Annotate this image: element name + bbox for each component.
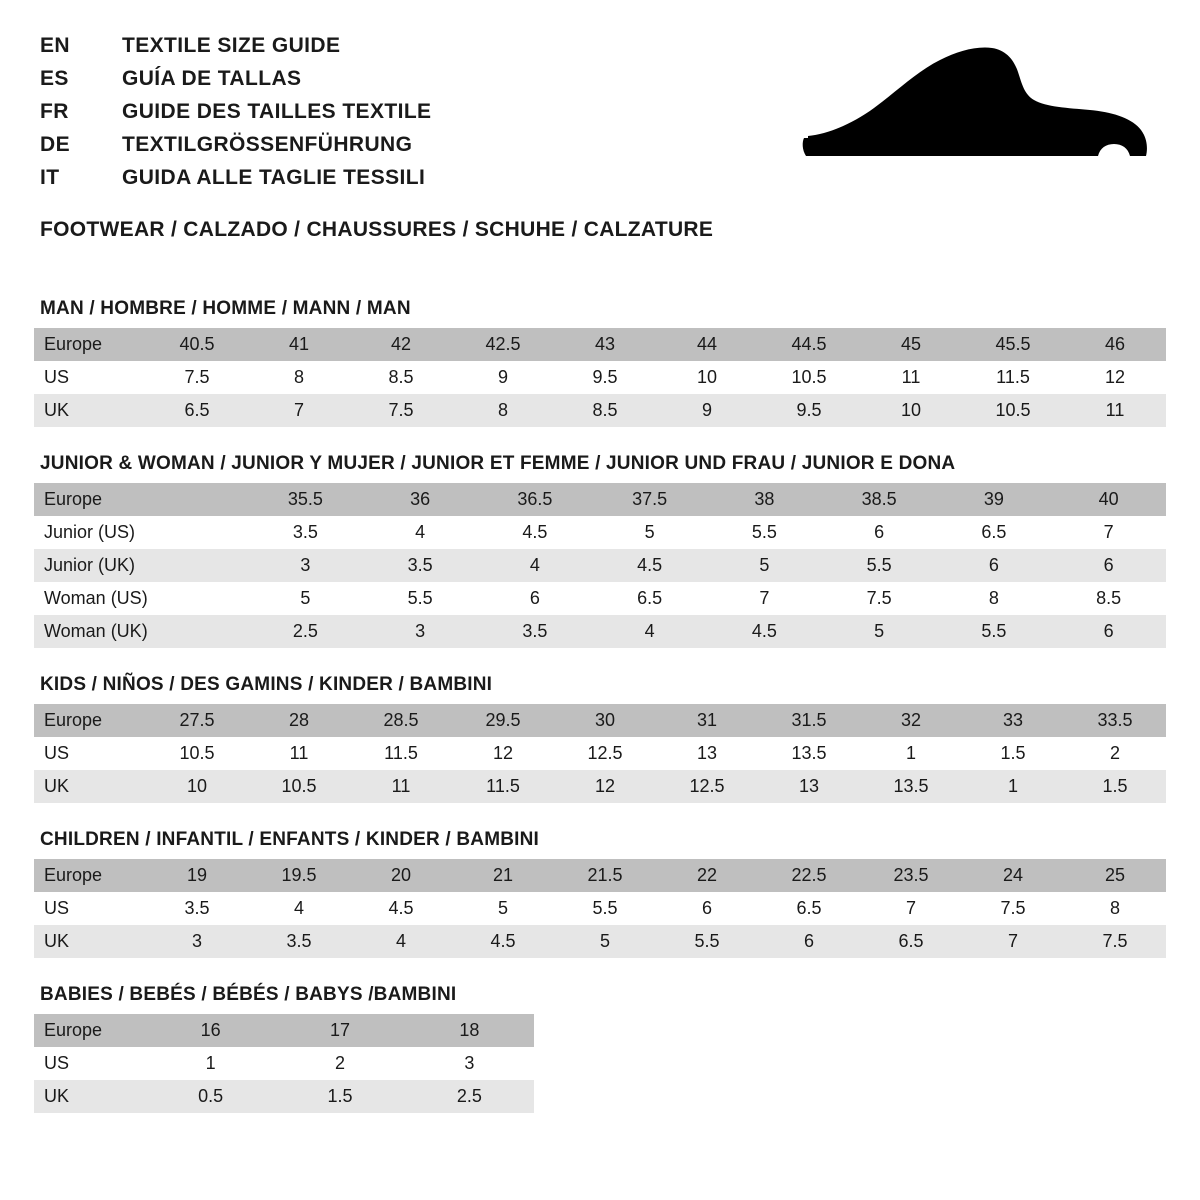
cell: 4.5 xyxy=(478,516,593,549)
cell: 11 xyxy=(350,770,452,803)
cell: 44.5 xyxy=(758,328,860,361)
cell: 10.5 xyxy=(758,361,860,394)
cell: 5.5 xyxy=(822,549,937,582)
cell: 11 xyxy=(860,361,962,394)
cell: 7 xyxy=(248,394,350,427)
cell: 13.5 xyxy=(860,770,962,803)
cell: 4 xyxy=(478,549,593,582)
cell: 22 xyxy=(656,859,758,892)
cell: 8 xyxy=(248,361,350,394)
cell: 45 xyxy=(860,328,962,361)
cell: 4.5 xyxy=(707,615,822,648)
cell: 5 xyxy=(707,549,822,582)
category-line: FOOTWEAR / CALZADO / CHAUSSURES / SCHUHE / CALZATURE xyxy=(40,218,714,242)
size-table-junior-woman xyxy=(34,483,1166,648)
cell: 28.5 xyxy=(350,704,452,737)
cell: 4.5 xyxy=(350,892,452,925)
language-code: IT xyxy=(40,165,60,189)
size-table-body xyxy=(34,1014,534,1113)
language-title: GUÍA DE TALLAS xyxy=(122,66,302,90)
cell: 8.5 xyxy=(554,394,656,427)
cell: 19.5 xyxy=(248,859,350,892)
table-row xyxy=(34,704,1166,737)
cell: 18 xyxy=(405,1014,534,1047)
cell: 46 xyxy=(1064,328,1166,361)
language-title: GUIDA ALLE TAGLIE TESSILI xyxy=(122,165,426,189)
cell: 7.5 xyxy=(822,582,937,615)
row-label: Junior (UK) xyxy=(34,549,146,582)
cell: 5.5 xyxy=(707,516,822,549)
cell: 28 xyxy=(248,704,350,737)
row-label: Woman (US) xyxy=(34,582,146,615)
cell: 5.5 xyxy=(937,615,1052,648)
cell xyxy=(146,615,248,648)
row-label: Europe xyxy=(34,859,146,892)
cell: 6 xyxy=(656,892,758,925)
cell: 12.5 xyxy=(554,737,656,770)
language-row xyxy=(40,96,431,129)
cell: 5 xyxy=(592,516,707,549)
cell: 12 xyxy=(554,770,656,803)
section-junior-woman xyxy=(34,453,1166,648)
cell: 6 xyxy=(1051,549,1166,582)
size-tables xyxy=(0,298,1200,1113)
cell xyxy=(146,516,248,549)
row-label: Europe xyxy=(34,1014,146,1047)
cell: 7.5 xyxy=(350,394,452,427)
cell xyxy=(146,582,248,615)
cell: 6.5 xyxy=(937,516,1052,549)
table-row xyxy=(34,925,1166,958)
language-code: EN xyxy=(40,34,70,57)
cell: 10 xyxy=(860,394,962,427)
cell: 27.5 xyxy=(146,704,248,737)
size-table-body xyxy=(34,859,1166,958)
row-label: Junior (US) xyxy=(34,516,146,549)
cell: 7 xyxy=(860,892,962,925)
cell: 3 xyxy=(405,1047,534,1080)
section-title: JUNIOR & WOMAN / JUNIOR Y MUJER / JUNIOR ET FEMME / JUNIOR UND FRAU / JUNIOR E DONA xyxy=(40,453,956,475)
cell xyxy=(146,549,248,582)
language-row xyxy=(40,30,431,63)
cell: 39 xyxy=(937,483,1052,516)
cell: 2.5 xyxy=(405,1080,534,1113)
size-table-body xyxy=(34,704,1166,803)
cell: 5.5 xyxy=(554,892,656,925)
table-row xyxy=(34,1080,534,1113)
document-header xyxy=(0,0,1200,242)
cell: 6 xyxy=(1051,615,1166,648)
cell: 5 xyxy=(248,582,363,615)
cell: 8 xyxy=(452,394,554,427)
cell: 5 xyxy=(554,925,656,958)
cell: 4.5 xyxy=(452,925,554,958)
cell: 23.5 xyxy=(860,859,962,892)
cell: 7 xyxy=(707,582,822,615)
table-row xyxy=(34,361,1166,394)
cell: 29.5 xyxy=(452,704,554,737)
cell: 41 xyxy=(248,328,350,361)
size-table-kids xyxy=(34,704,1166,803)
cell: 21.5 xyxy=(554,859,656,892)
cell: 9 xyxy=(656,394,758,427)
cell: 8 xyxy=(937,582,1052,615)
table-row xyxy=(34,737,1166,770)
table-row xyxy=(34,549,1166,582)
cell: 42.5 xyxy=(452,328,554,361)
cell: 10 xyxy=(656,361,758,394)
language-code: FR xyxy=(40,99,69,123)
cell: 31.5 xyxy=(758,704,860,737)
cell: 13 xyxy=(758,770,860,803)
language-title-table xyxy=(40,30,431,194)
cell: 37.5 xyxy=(592,483,707,516)
cell: 20 xyxy=(350,859,452,892)
cell: 44 xyxy=(656,328,758,361)
cell: 33 xyxy=(962,704,1064,737)
row-label: UK xyxy=(34,925,146,958)
cell: 4 xyxy=(350,925,452,958)
cell: 12.5 xyxy=(656,770,758,803)
language-title: GUIDE DES TAILLES TEXTILE xyxy=(122,99,432,123)
section-kids xyxy=(34,674,1166,803)
cell: 6.5 xyxy=(592,582,707,615)
cell: 5 xyxy=(822,615,937,648)
cell: 10 xyxy=(146,770,248,803)
cell: 30 xyxy=(554,704,656,737)
cell: 45.5 xyxy=(962,328,1064,361)
cell: 38 xyxy=(707,483,822,516)
table-row xyxy=(34,1047,534,1080)
language-row xyxy=(40,63,431,96)
size-table-man xyxy=(34,328,1166,427)
cell: 2.5 xyxy=(248,615,363,648)
cell: 5.5 xyxy=(363,582,478,615)
cell: 19 xyxy=(146,859,248,892)
cell: 8.5 xyxy=(1051,582,1166,615)
section-man xyxy=(34,298,1166,427)
cell: 11 xyxy=(1064,394,1166,427)
cell: 7.5 xyxy=(146,361,248,394)
cell: 9 xyxy=(452,361,554,394)
cell: 1 xyxy=(962,770,1064,803)
cell: 13.5 xyxy=(758,737,860,770)
cell: 11 xyxy=(248,737,350,770)
cell: 43 xyxy=(554,328,656,361)
cell: 36 xyxy=(363,483,478,516)
cell: 24 xyxy=(962,859,1064,892)
row-label: US xyxy=(34,737,146,770)
size-table-body xyxy=(34,483,1166,648)
row-label: US xyxy=(34,1047,146,1080)
cell: 13 xyxy=(656,737,758,770)
table-row xyxy=(34,483,1166,516)
cell: 25 xyxy=(1064,859,1166,892)
cell: 6 xyxy=(937,549,1052,582)
language-title: TEXTILE SIZE GUIDE xyxy=(122,34,341,57)
table-row xyxy=(34,328,1166,361)
language-title: TEXTILGRÖSSENFÜHRUNG xyxy=(122,132,413,156)
cell: 40.5 xyxy=(146,328,248,361)
cell: 32 xyxy=(860,704,962,737)
row-label: UK xyxy=(34,394,146,427)
cell: 2 xyxy=(275,1047,404,1080)
cell: 21 xyxy=(452,859,554,892)
cell: 22.5 xyxy=(758,859,860,892)
cell: 2 xyxy=(1064,737,1166,770)
row-label: Europe xyxy=(34,328,146,361)
cell: 6.5 xyxy=(758,892,860,925)
table-row xyxy=(34,770,1166,803)
cell: 1 xyxy=(860,737,962,770)
cell: 8 xyxy=(1064,892,1166,925)
language-code: ES xyxy=(40,66,69,90)
size-table-body xyxy=(34,328,1166,427)
cell: 10.5 xyxy=(962,394,1064,427)
cell: 6 xyxy=(822,516,937,549)
dress-shoe-icon xyxy=(800,38,1150,173)
cell: 42 xyxy=(350,328,452,361)
cell: 7.5 xyxy=(1064,925,1166,958)
cell: 3.5 xyxy=(478,615,593,648)
row-label: US xyxy=(34,361,146,394)
cell: 16 xyxy=(146,1014,275,1047)
cell: 4 xyxy=(363,516,478,549)
cell: 0.5 xyxy=(146,1080,275,1113)
cell: 3 xyxy=(363,615,478,648)
table-row xyxy=(34,1014,534,1047)
cell: 1.5 xyxy=(962,737,1064,770)
cell: 36.5 xyxy=(478,483,593,516)
cell: 9.5 xyxy=(758,394,860,427)
section-children xyxy=(34,829,1166,958)
language-row xyxy=(40,162,431,195)
table-row xyxy=(34,859,1166,892)
table-row xyxy=(34,582,1166,615)
cell: 38.5 xyxy=(822,483,937,516)
row-label: UK xyxy=(34,770,146,803)
section-babies xyxy=(34,984,1166,1113)
cell: 1 xyxy=(146,1047,275,1080)
row-label: UK xyxy=(34,1080,146,1113)
cell: 40 xyxy=(1051,483,1166,516)
table-row xyxy=(34,615,1166,648)
cell xyxy=(146,483,248,516)
cell: 10.5 xyxy=(146,737,248,770)
size-table-children xyxy=(34,859,1166,958)
cell: 33.5 xyxy=(1064,704,1166,737)
cell: 11.5 xyxy=(452,770,554,803)
language-title-body xyxy=(40,30,431,194)
section-title: MAN / HOMBRE / HOMME / MANN / MAN xyxy=(40,298,411,320)
table-row xyxy=(34,394,1166,427)
cell: 6.5 xyxy=(860,925,962,958)
row-label: Europe xyxy=(34,483,146,516)
cell: 6 xyxy=(478,582,593,615)
section-title: CHILDREN / INFANTIL / ENFANTS / KINDER / BAMBINI xyxy=(40,829,540,851)
cell: 9.5 xyxy=(554,361,656,394)
cell: 5 xyxy=(452,892,554,925)
row-label: Europe xyxy=(34,704,146,737)
section-title: KIDS / NIÑOS / DES GAMINS / KINDER / BAMBINI xyxy=(40,674,493,696)
cell: 11.5 xyxy=(350,737,452,770)
cell: 35.5 xyxy=(248,483,363,516)
cell: 3.5 xyxy=(363,549,478,582)
language-code: DE xyxy=(40,132,70,156)
cell: 1.5 xyxy=(1064,770,1166,803)
cell: 3.5 xyxy=(146,892,248,925)
cell: 31 xyxy=(656,704,758,737)
cell: 3.5 xyxy=(248,516,363,549)
cell: 4 xyxy=(248,892,350,925)
cell: 6 xyxy=(758,925,860,958)
table-row xyxy=(34,892,1166,925)
cell: 5.5 xyxy=(656,925,758,958)
cell: 3 xyxy=(248,549,363,582)
language-row xyxy=(40,129,431,162)
cell: 8.5 xyxy=(350,361,452,394)
section-title: BABIES / BEBÉS / BÉBÉS / BABYS /BAMBINI xyxy=(40,984,457,1006)
cell: 7 xyxy=(962,925,1064,958)
cell: 6.5 xyxy=(146,394,248,427)
cell: 12 xyxy=(452,737,554,770)
size-table-babies xyxy=(34,1014,534,1113)
cell: 4.5 xyxy=(592,549,707,582)
cell: 10.5 xyxy=(248,770,350,803)
table-row xyxy=(34,516,1166,549)
cell: 3 xyxy=(146,925,248,958)
cell: 11.5 xyxy=(962,361,1064,394)
cell: 17 xyxy=(275,1014,404,1047)
cell: 12 xyxy=(1064,361,1166,394)
cell: 1.5 xyxy=(275,1080,404,1113)
row-label: US xyxy=(34,892,146,925)
row-label: Woman (UK) xyxy=(34,615,146,648)
cell: 3.5 xyxy=(248,925,350,958)
cell: 7 xyxy=(1051,516,1166,549)
cell: 7.5 xyxy=(962,892,1064,925)
cell: 4 xyxy=(592,615,707,648)
